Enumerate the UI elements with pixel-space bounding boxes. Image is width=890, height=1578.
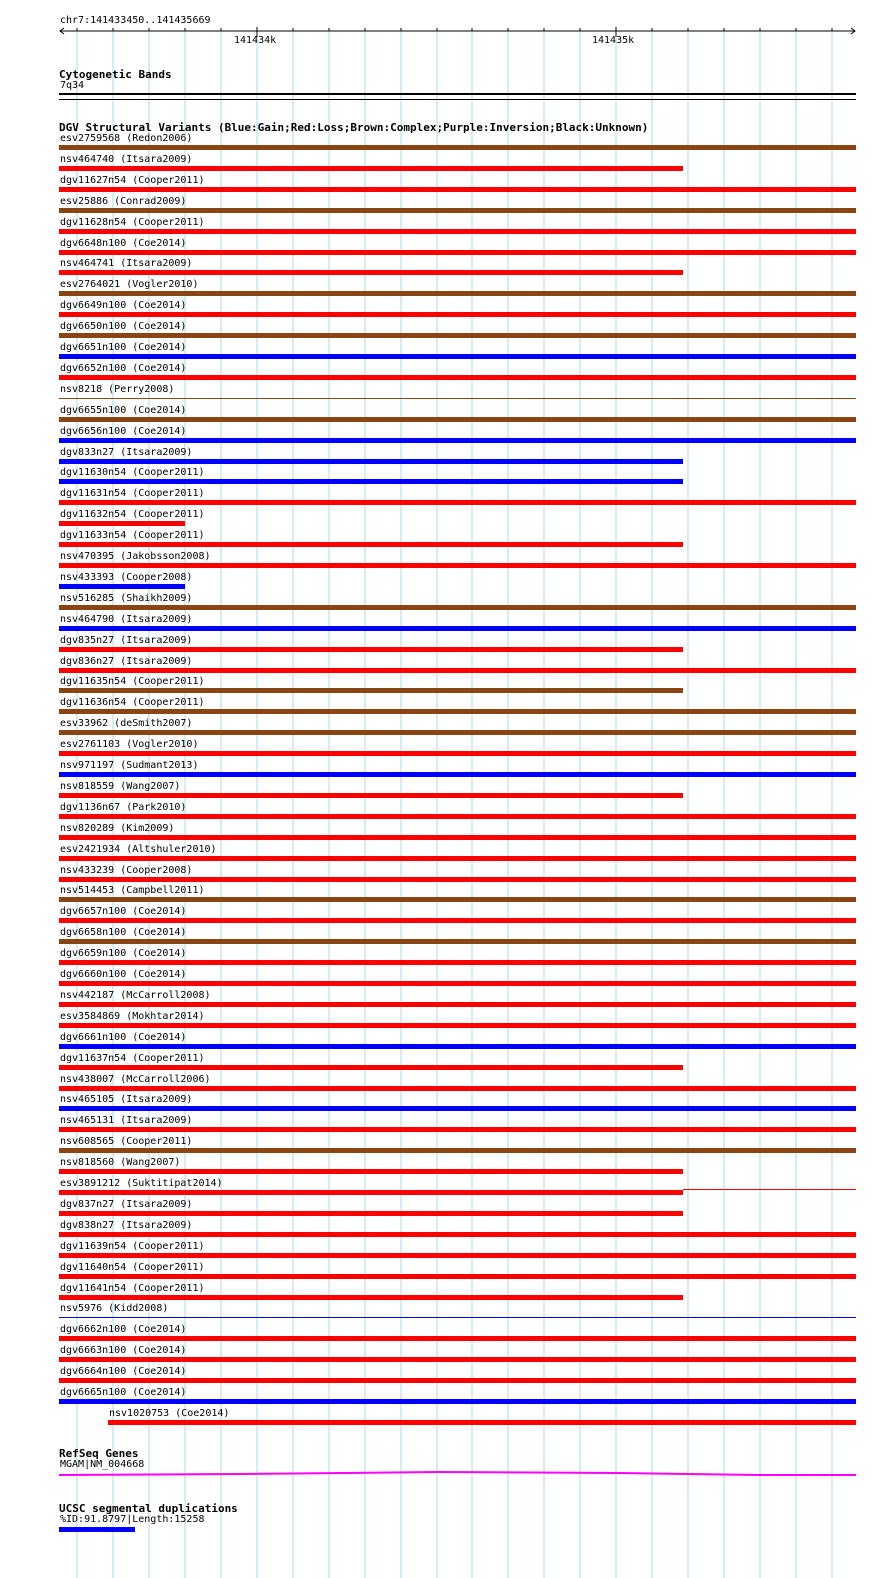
dgv-feature-bar[interactable] [59,1002,856,1007]
dgv-feature-label: nsv465131 (Itsara2009) [60,1115,193,1126]
cytoband-band-top [59,93,856,95]
dgv-feature-label: dgv11635n54 (Cooper2011) [60,676,205,687]
dgv-feature-label: dgv11627n54 (Cooper2011) [60,175,205,186]
dgv-feature-label: dgv833n27 (Itsara2009) [60,447,193,458]
dgv-feature-label: dgv1136n67 (Park2010) [60,802,187,813]
dgv-feature-label: dgv11631n54 (Cooper2011) [60,488,205,499]
dgv-feature-label: nsv465105 (Itsara2009) [60,1094,193,1105]
dgv-feature-bar[interactable] [59,897,856,902]
dgv-feature-label: dgv835n27 (Itsara2009) [60,635,193,646]
dgv-feature-label: nsv971197 (Sudmant2013) [60,760,199,771]
dgv-feature-bar[interactable] [59,1169,683,1174]
refseq-track-title: RefSeq Genes [59,1447,139,1460]
dgv-feature-bar[interactable] [59,981,856,986]
dgv-feature-label: dgv6648n100 (Coe2014) [60,238,187,249]
dgv-feature-label: nsv433239 (Cooper2008) [60,865,193,876]
dgv-feature-label: dgv6662n100 (Coe2014) [60,1324,187,1335]
cytoband-track-title: Cytogenetic Bands [59,68,172,81]
dgv-feature-bar[interactable] [59,730,856,735]
dgv-feature-bar[interactable] [59,1357,856,1362]
dgv-feature-bar[interactable] [59,1211,683,1216]
refseq-gene-label: MGAM|NM_004668 [60,1459,145,1470]
dgv-feature-bar[interactable] [59,1399,856,1404]
dgv-feature-bar[interactable] [59,1232,856,1237]
dgv-feature-label: esv2421934 (Altshuler2010) [60,844,217,855]
dgv-feature-bar[interactable] [59,688,683,693]
dgv-feature-bar[interactable] [59,1317,856,1318]
dgv-feature-bar[interactable] [59,709,856,714]
ruler-tick-label-141434k: 141434k [234,35,277,46]
dgv-feature-bar[interactable] [59,145,856,150]
dgv-feature-bar[interactable] [59,960,856,965]
dgv-feature-bar[interactable] [59,354,856,359]
dgv-feature-label: dgv6652n100 (Coe2014) [60,363,187,374]
dgv-feature-label: nsv470395 (Jakobsson2008) [60,551,211,562]
dgv-feature-bar[interactable] [59,375,856,380]
dgv-feature-label: dgv6659n100 (Coe2014) [60,948,187,959]
dgv-feature-label: dgv836n27 (Itsara2009) [60,656,193,667]
segdup-track-title: UCSC segmental duplications [59,1502,238,1515]
dgv-feature-label: dgv6651n100 (Coe2014) [60,342,187,353]
dgv-feature-bar[interactable] [59,459,683,464]
dgv-feature-bar[interactable] [59,312,856,317]
dgv-feature-bar[interactable] [59,1044,856,1049]
dgv-feature-label: nsv818559 (Wang2007) [60,781,181,792]
dgv-feature-label: nsv818560 (Wang2007) [60,1157,181,1168]
dgv-feature-bar[interactable] [108,1420,856,1425]
dgv-feature-bar[interactable] [59,835,856,840]
dgv-feature-label: nsv8218 (Perry2008) [60,384,175,395]
dgv-feature-label: esv3584869 (Mokhtar2014) [60,1011,205,1022]
dgv-feature-bar[interactable] [59,584,185,589]
dgv-feature-bar[interactable] [59,398,856,399]
refseq-gene-line [59,1470,856,1478]
dgv-feature-label: dgv6663n100 (Coe2014) [60,1345,187,1356]
dgv-feature-bar[interactable] [59,814,856,819]
dgv-feature-bar[interactable] [59,668,856,673]
ruler-coordinates: chr7:141433450..141435669 [60,15,211,26]
dgv-feature-bar[interactable] [59,291,856,296]
dgv-feature-bar[interactable] [59,1190,683,1195]
dgv-feature-label: dgv11639n54 (Cooper2011) [60,1241,205,1252]
dgv-feature-label: nsv442187 (McCarroll2008) [60,990,211,1001]
dgv-feature-bar[interactable] [59,605,856,610]
dgv-feature-label: nsv464740 (Itsara2009) [60,154,193,165]
dgv-feature-label: dgv11640n54 (Cooper2011) [60,1262,205,1273]
dgv-feature-bar[interactable] [59,647,683,652]
ruler-tick-label-141435k: 141435k [592,35,635,46]
dgv-feature-bar[interactable] [59,229,856,234]
dgv-feature-label: esv3891212 (Suktitipat2014) [60,1178,223,1189]
dgv-feature-bar[interactable] [59,250,856,255]
dgv-feature-label: dgv6660n100 (Coe2014) [60,969,187,980]
dgv-feature-bar[interactable] [59,1127,856,1132]
dgv-feature-bar[interactable] [59,1086,856,1091]
cytoband-label: 7q34 [60,80,85,91]
dgv-feature-bar[interactable] [59,793,683,798]
dgv-feature-bar[interactable] [59,1148,856,1153]
dgv-feature-label: dgv6665n100 (Coe2014) [60,1387,187,1398]
dgv-feature-bar[interactable] [59,1106,856,1111]
dgv-feature-bar[interactable] [59,1295,683,1300]
dgv-feature-label: dgv6656n100 (Coe2014) [60,426,187,437]
dgv-feature-label: nsv608565 (Cooper2011) [60,1136,193,1147]
dgv-feature-label: nsv514453 (Campbell2011) [60,885,205,896]
dgv-feature-label: nsv820289 (Kim2009) [60,823,175,834]
dgv-track-title: DGV Structural Variants (Blue:Gain;Red:Loss;Brown:Complex;Purple:Inversion;Black:Unknown) [59,121,649,134]
dgv-feature-label: dgv6661n100 (Coe2014) [60,1032,187,1043]
dgv-feature-label: dgv6655n100 (Coe2014) [60,405,187,416]
dgv-feature-label: dgv11630n54 (Cooper2011) [60,467,205,478]
dgv-feature-bar[interactable] [59,521,185,526]
dgv-feature-bar[interactable] [59,479,683,484]
dgv-feature-bar[interactable] [59,772,856,777]
dgv-feature-bar[interactable] [59,417,856,422]
dgv-feature-bar[interactable] [59,1274,856,1279]
dgv-feature-bar[interactable] [59,208,856,213]
dgv-feature-bar[interactable] [59,626,856,631]
dgv-feature-label: nsv464741 (Itsara2009) [60,258,193,269]
dgv-feature-bar[interactable] [59,1253,856,1258]
dgv-feature-bar[interactable] [59,1023,856,1028]
dgv-feature-thin-extension [683,1189,856,1190]
dgv-feature-label: nsv5976 (Kidd2008) [60,1303,169,1314]
dgv-feature-label: nsv516285 (Shaikh2009) [60,593,193,604]
dgv-feature-label: dgv6664n100 (Coe2014) [60,1366,187,1377]
dgv-feature-label: esv2759568 (Redon2006) [60,133,193,144]
dgv-feature-label: dgv11632n54 (Cooper2011) [60,509,205,520]
dgv-feature-label: nsv1020753 (Coe2014) [109,1408,230,1419]
dgv-feature-label: esv2764021 (Vogler2010) [60,279,199,290]
dgv-feature-label: nsv433393 (Cooper2008) [60,572,193,583]
dgv-feature-bar[interactable] [59,939,856,944]
dgv-feature-label: esv2761103 (Vogler2010) [60,739,199,750]
dgv-feature-bar[interactable] [59,542,683,547]
dgv-feature-label: dgv6650n100 (Coe2014) [60,321,187,332]
segdup-feature-bar [59,1527,135,1532]
dgv-feature-label: dgv11641n54 (Cooper2011) [60,1283,205,1294]
dgv-feature-bar[interactable] [59,563,856,568]
dgv-feature-label: esv25886 (Conrad2009) [60,196,187,207]
dgv-feature-bar[interactable] [59,438,856,443]
dgv-feature-label: nsv438007 (McCarroll2006) [60,1074,211,1085]
dgv-feature-bar[interactable] [59,1336,856,1341]
dgv-feature-label: dgv6658n100 (Coe2014) [60,927,187,938]
dgv-feature-bar[interactable] [59,1065,683,1070]
dgv-feature-label: dgv6657n100 (Coe2014) [60,906,187,917]
dgv-feature-label: dgv838n27 (Itsara2009) [60,1220,193,1231]
dgv-feature-label: dgv837n27 (Itsara2009) [60,1199,193,1210]
segdup-feature-label: %ID:91.8797|Length:15258 [60,1514,205,1525]
dgv-feature-bar[interactable] [59,856,856,861]
dgv-feature-bar[interactable] [59,187,856,192]
dgv-feature-label: dgv6649n100 (Coe2014) [60,300,187,311]
dgv-feature-label: esv33962 (deSmith2007) [60,718,193,729]
dgv-feature-label: dgv11636n54 (Cooper2011) [60,697,205,708]
dgv-feature-label: nsv464790 (Itsara2009) [60,614,193,625]
dgv-feature-label: dgv11637n54 (Cooper2011) [60,1053,205,1064]
dgv-feature-label: dgv11633n54 (Cooper2011) [60,530,205,541]
dgv-feature-bar[interactable] [59,1378,856,1383]
dgv-feature-bar[interactable] [59,500,856,505]
cytoband-band-bottom [59,99,856,100]
dgv-feature-bar[interactable] [59,333,856,338]
dgv-feature-bar[interactable] [59,751,856,756]
dgv-feature-label: dgv11628n54 (Cooper2011) [60,217,205,228]
dgv-feature-bar[interactable] [59,270,683,275]
dgv-feature-bar[interactable] [59,918,856,923]
dgv-feature-bar[interactable] [59,166,683,171]
dgv-feature-bar[interactable] [59,877,856,882]
